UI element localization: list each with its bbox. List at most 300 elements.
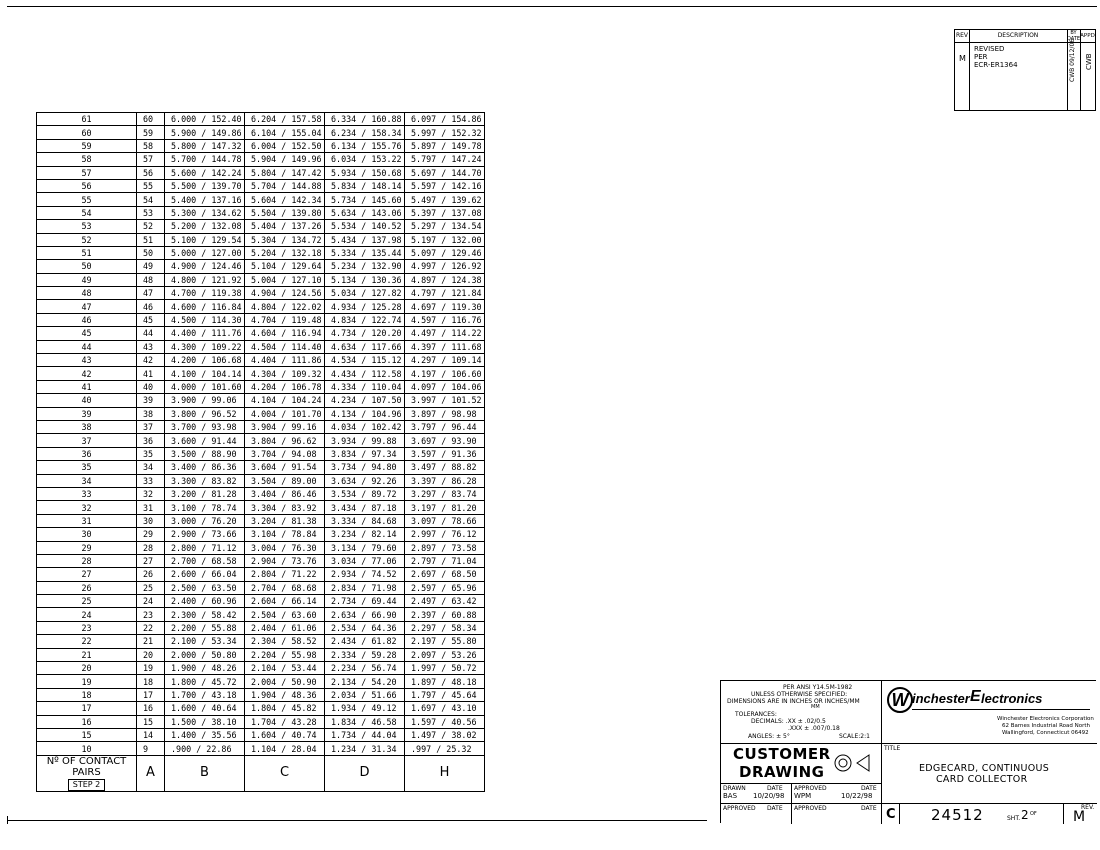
a-value-cell: 29 bbox=[137, 528, 165, 541]
a-value-cell: 50 bbox=[137, 246, 165, 259]
b-value-cell: 4.700 / 119.38 bbox=[165, 287, 245, 300]
c-value-cell: 5.804 / 147.42 bbox=[245, 166, 325, 179]
rev-by-date: CWB 09/12/06 bbox=[1069, 38, 1076, 82]
contact-pairs-cell: 34 bbox=[37, 474, 137, 487]
h-value-cell: 3.997 / 101.52 bbox=[405, 394, 485, 407]
contact-pairs-cell: 19 bbox=[37, 675, 137, 688]
d-value-cell: 2.734 / 69.44 bbox=[325, 595, 405, 608]
a-value-cell: 9 bbox=[137, 742, 165, 755]
b-value-cell: .900 / 22.86 bbox=[165, 742, 245, 755]
table-row bbox=[37, 554, 485, 567]
d-value-cell: 3.334 / 84.68 bbox=[325, 514, 405, 527]
a-value-cell: 23 bbox=[137, 608, 165, 621]
c-value-cell: 5.604 / 142.34 bbox=[245, 193, 325, 206]
h-value-cell: 5.097 / 129.46 bbox=[405, 246, 485, 259]
rev-approved-by: CWB bbox=[1085, 53, 1093, 70]
h-value-cell: 2.797 / 71.04 bbox=[405, 554, 485, 567]
c-value-cell: 4.804 / 122.02 bbox=[245, 300, 325, 313]
c-value-cell: 3.104 / 78.84 bbox=[245, 528, 325, 541]
contact-pairs-cell: 57 bbox=[37, 166, 137, 179]
b-value-cell: 3.400 / 86.36 bbox=[165, 461, 245, 474]
contact-pairs-cell: 48 bbox=[37, 287, 137, 300]
c-value-cell: 3.704 / 94.08 bbox=[245, 447, 325, 460]
h-value-cell: 2.197 / 55.80 bbox=[405, 635, 485, 648]
a-value-cell: 58 bbox=[137, 139, 165, 152]
d-value-cell: 5.134 / 130.36 bbox=[325, 273, 405, 286]
drawing-number: 24512 bbox=[931, 806, 984, 824]
a-value-cell: 38 bbox=[137, 407, 165, 420]
c-value-cell: 3.804 / 96.62 bbox=[245, 434, 325, 447]
contact-pairs-cell: 51 bbox=[37, 246, 137, 259]
a-value-cell: 55 bbox=[137, 179, 165, 192]
b-value-cell: 3.000 / 76.20 bbox=[165, 514, 245, 527]
b-value-cell: 4.500 / 114.30 bbox=[165, 313, 245, 326]
c-value-cell: 2.104 / 53.44 bbox=[245, 662, 325, 675]
table-row bbox=[37, 394, 485, 407]
b-value-cell: 5.000 / 127.00 bbox=[165, 246, 245, 259]
table-row bbox=[37, 447, 485, 460]
drawn-date-label: DATE bbox=[767, 785, 783, 792]
b-value-cell: 3.800 / 96.52 bbox=[165, 407, 245, 420]
c-value-cell: 3.204 / 81.38 bbox=[245, 514, 325, 527]
contact-pairs-cell: 40 bbox=[37, 394, 137, 407]
h-value-cell: 1.597 / 40.56 bbox=[405, 715, 485, 728]
contact-pairs-cell: 18 bbox=[37, 688, 137, 701]
approved-label: APPROVED bbox=[794, 785, 827, 792]
a-value-cell: 26 bbox=[137, 568, 165, 581]
company-address-2: Wallingford, Connecticut 06492 bbox=[1002, 730, 1089, 736]
rev-header: REV bbox=[955, 30, 969, 43]
c-value-cell: 3.604 / 91.54 bbox=[245, 461, 325, 474]
logo-w: W bbox=[887, 687, 913, 713]
table-row bbox=[37, 367, 485, 380]
contact-pairs-cell: 60 bbox=[37, 126, 137, 139]
b-value-cell: 1.500 / 38.10 bbox=[165, 715, 245, 728]
contact-pairs-cell: 31 bbox=[37, 514, 137, 527]
a-value-cell: 22 bbox=[137, 621, 165, 634]
a-value-cell: 37 bbox=[137, 420, 165, 433]
h-value-cell: 2.697 / 68.50 bbox=[405, 568, 485, 581]
table-row bbox=[37, 434, 485, 447]
d-value-cell: 5.434 / 137.98 bbox=[325, 233, 405, 246]
a-value-cell: 44 bbox=[137, 327, 165, 340]
h-value-cell: 2.097 / 53.26 bbox=[405, 648, 485, 661]
b-value-cell: 2.900 / 73.66 bbox=[165, 528, 245, 541]
a-value-cell: 42 bbox=[137, 354, 165, 367]
contact-pairs-cell: 16 bbox=[37, 715, 137, 728]
h-value-cell: 3.797 / 96.44 bbox=[405, 420, 485, 433]
contact-pairs-label: PAIRS bbox=[72, 766, 101, 778]
rev-description-line: ECR-ER1364 bbox=[974, 61, 1018, 69]
d-value-cell: 5.334 / 135.44 bbox=[325, 246, 405, 259]
b-value-cell: 3.600 / 91.44 bbox=[165, 434, 245, 447]
b-value-cell: 4.000 / 101.60 bbox=[165, 380, 245, 393]
notes-unless: UNLESS OTHERWISE SPECIFIED: bbox=[751, 691, 848, 698]
customer-drawing-line2: DRAWING bbox=[739, 763, 825, 781]
table-row bbox=[37, 675, 485, 688]
logo-underline bbox=[912, 709, 1090, 710]
logo-inchester: inchester bbox=[912, 691, 970, 706]
d-value-cell: 2.534 / 64.36 bbox=[325, 621, 405, 634]
d-value-cell: 4.834 / 122.74 bbox=[325, 313, 405, 326]
b-value-cell: 2.500 / 63.50 bbox=[165, 581, 245, 594]
a-value-cell: 20 bbox=[137, 648, 165, 661]
notes-dimensions: DIMENSIONS ARE IN INCHES OR INCHES/MM bbox=[727, 698, 860, 705]
contact-pairs-cell: 10 bbox=[37, 742, 137, 755]
h-value-cell: 4.697 / 119.30 bbox=[405, 300, 485, 313]
d-value-cell: 3.534 / 89.72 bbox=[325, 487, 405, 500]
d-value-cell: 6.034 / 153.22 bbox=[325, 153, 405, 166]
frame-border-top bbox=[7, 6, 1097, 7]
table-row bbox=[37, 621, 485, 634]
approved-label: APPROVED bbox=[723, 805, 756, 812]
company-name: Winchester Electronics Corporation bbox=[997, 716, 1094, 722]
table-row bbox=[37, 595, 485, 608]
table-row bbox=[37, 113, 485, 126]
h-value-cell: 1.997 / 50.72 bbox=[405, 662, 485, 675]
h-value-cell: 4.397 / 111.68 bbox=[405, 340, 485, 353]
contact-pairs-cell: 33 bbox=[37, 487, 137, 500]
table-row bbox=[37, 501, 485, 514]
a-value-cell: 56 bbox=[137, 166, 165, 179]
c-value-cell: 4.704 / 119.48 bbox=[245, 313, 325, 326]
h-value-cell: 3.697 / 93.90 bbox=[405, 434, 485, 447]
contact-pairs-label: Nº OF CONTACT bbox=[46, 755, 127, 767]
contact-pairs-cell: 23 bbox=[37, 621, 137, 634]
c-value-cell: 2.904 / 73.76 bbox=[245, 554, 325, 567]
contact-pairs-cell: 22 bbox=[37, 635, 137, 648]
notes-standard: PER ANSI Y14.5M-1982 bbox=[783, 684, 853, 691]
b-value-cell: 3.200 / 81.28 bbox=[165, 487, 245, 500]
rev-divider bbox=[1080, 30, 1081, 110]
contact-pairs-cell: 37 bbox=[37, 434, 137, 447]
contact-pairs-cell: 45 bbox=[37, 327, 137, 340]
h-value-cell: 1.897 / 48.18 bbox=[405, 675, 485, 688]
d-value-cell: 5.534 / 140.52 bbox=[325, 220, 405, 233]
title-block-rule bbox=[721, 783, 881, 784]
h-value-cell: 2.397 / 60.88 bbox=[405, 608, 485, 621]
revision-letter: M bbox=[1073, 809, 1086, 825]
title-block-rule bbox=[881, 681, 882, 824]
a-value-cell: 17 bbox=[137, 688, 165, 701]
table-row bbox=[37, 487, 485, 500]
d-value-cell: 3.234 / 82.14 bbox=[325, 528, 405, 541]
a-value-cell: 31 bbox=[137, 501, 165, 514]
h-value-cell: 3.297 / 83.74 bbox=[405, 487, 485, 500]
contact-pairs-cell: 47 bbox=[37, 300, 137, 313]
h-value-cell: 5.897 / 149.78 bbox=[405, 139, 485, 152]
d-value-cell: 6.234 / 158.34 bbox=[325, 126, 405, 139]
notes-units: MM bbox=[811, 704, 820, 710]
table-row bbox=[37, 287, 485, 300]
third-angle-projection-icon bbox=[833, 751, 877, 775]
approved-date: 10/22/98 bbox=[841, 792, 873, 800]
h-value-cell: 3.897 / 98.98 bbox=[405, 407, 485, 420]
c-value-cell: 5.104 / 129.64 bbox=[245, 260, 325, 273]
b-value-cell: 1.600 / 40.64 bbox=[165, 702, 245, 715]
table-row bbox=[37, 568, 485, 581]
a-value-cell: 47 bbox=[137, 287, 165, 300]
a-value-cell: 49 bbox=[137, 260, 165, 273]
contact-pairs-cell: 52 bbox=[37, 233, 137, 246]
d-value-cell: 5.734 / 145.60 bbox=[325, 193, 405, 206]
contact-pairs-cell: 28 bbox=[37, 554, 137, 567]
table-row bbox=[37, 514, 485, 527]
c-value-cell: 4.604 / 116.94 bbox=[245, 327, 325, 340]
table-row bbox=[37, 206, 485, 219]
contact-pairs-cell: 41 bbox=[37, 380, 137, 393]
b-value-cell: 1.900 / 48.26 bbox=[165, 662, 245, 675]
c-value-cell: 2.204 / 55.98 bbox=[245, 648, 325, 661]
step-box: STEP 2 bbox=[68, 779, 105, 791]
rev-divider bbox=[969, 30, 970, 110]
a-value-cell: 28 bbox=[137, 541, 165, 554]
d-value-cell: 3.934 / 99.88 bbox=[325, 434, 405, 447]
logo-e: E bbox=[970, 688, 981, 705]
customer-drawing-line1: CUSTOMER bbox=[733, 745, 831, 763]
b-value-cell: 3.900 / 99.06 bbox=[165, 394, 245, 407]
d-value-cell: 1.734 / 44.04 bbox=[325, 728, 405, 741]
contact-pairs-cell: 46 bbox=[37, 313, 137, 326]
table-row bbox=[37, 193, 485, 206]
contact-pairs-cell: 44 bbox=[37, 340, 137, 353]
h-value-cell: 5.997 / 152.32 bbox=[405, 126, 485, 139]
d-value-cell: 1.234 / 31.34 bbox=[325, 742, 405, 755]
a-value-cell: 54 bbox=[137, 193, 165, 206]
table-row bbox=[37, 273, 485, 286]
h-value-cell: 2.897 / 73.58 bbox=[405, 541, 485, 554]
c-value-cell: 5.204 / 132.18 bbox=[245, 246, 325, 259]
b-value-cell: 5.500 / 139.70 bbox=[165, 179, 245, 192]
column-d-header: D bbox=[325, 755, 405, 791]
b-value-cell: 3.700 / 93.98 bbox=[165, 420, 245, 433]
drawn-date: 10/20/98 bbox=[753, 792, 785, 800]
h-value-cell: 5.697 / 144.70 bbox=[405, 166, 485, 179]
table-row bbox=[37, 300, 485, 313]
d-value-cell: 2.834 / 71.98 bbox=[325, 581, 405, 594]
column-h-header: H bbox=[405, 755, 485, 791]
a-value-cell: 59 bbox=[137, 126, 165, 139]
b-value-cell: 1.700 / 43.18 bbox=[165, 688, 245, 701]
table-row bbox=[37, 166, 485, 179]
c-value-cell: 1.104 / 28.04 bbox=[245, 742, 325, 755]
contact-pairs-cell: 25 bbox=[37, 595, 137, 608]
h-value-cell: 2.297 / 58.34 bbox=[405, 621, 485, 634]
frame-border-bottom bbox=[7, 820, 707, 821]
d-value-cell: 6.334 / 160.88 bbox=[325, 113, 405, 126]
company-address-1: 62 Barnes Industrial Road North bbox=[1002, 723, 1091, 729]
table-row bbox=[37, 608, 485, 621]
contact-pairs-cell: 55 bbox=[37, 193, 137, 206]
table-row bbox=[37, 715, 485, 728]
b-value-cell: 6.000 / 152.40 bbox=[165, 113, 245, 126]
b-value-cell: 4.900 / 124.46 bbox=[165, 260, 245, 273]
d-value-cell: 4.934 / 125.28 bbox=[325, 300, 405, 313]
h-value-cell: 4.997 / 126.92 bbox=[405, 260, 485, 273]
b-value-cell: 5.800 / 147.32 bbox=[165, 139, 245, 152]
table-row bbox=[37, 380, 485, 393]
a-value-cell: 57 bbox=[137, 153, 165, 166]
h-value-cell: 3.597 / 91.36 bbox=[405, 447, 485, 460]
table-row bbox=[37, 327, 485, 340]
contact-pairs-cell: 24 bbox=[37, 608, 137, 621]
b-value-cell: 4.200 / 106.68 bbox=[165, 354, 245, 367]
b-value-cell: 5.900 / 149.86 bbox=[165, 126, 245, 139]
h-value-cell: 5.797 / 147.24 bbox=[405, 153, 485, 166]
table-row bbox=[37, 541, 485, 554]
contact-pairs-cell: 27 bbox=[37, 568, 137, 581]
b-value-cell: 2.100 / 53.34 bbox=[165, 635, 245, 648]
a-value-cell: 48 bbox=[137, 273, 165, 286]
b-value-cell: 5.700 / 144.78 bbox=[165, 153, 245, 166]
h-value-cell: 4.597 / 116.76 bbox=[405, 313, 485, 326]
logo-lectronics: lectronics bbox=[981, 691, 1043, 706]
table-row bbox=[37, 153, 485, 166]
drawing-size: C bbox=[886, 807, 896, 822]
contact-pairs-cell: 49 bbox=[37, 273, 137, 286]
b-value-cell: 4.400 / 111.76 bbox=[165, 327, 245, 340]
h-value-cell: 5.197 / 132.00 bbox=[405, 233, 485, 246]
b-value-cell: 3.500 / 88.90 bbox=[165, 447, 245, 460]
h-value-cell: 1.697 / 43.10 bbox=[405, 702, 485, 715]
rev-label: REV. bbox=[1081, 804, 1095, 811]
h-value-cell: 3.497 / 88.82 bbox=[405, 461, 485, 474]
d-value-cell: 2.934 / 74.52 bbox=[325, 568, 405, 581]
c-value-cell: 5.304 / 134.72 bbox=[245, 233, 325, 246]
title-block-rule bbox=[791, 783, 792, 824]
b-value-cell: 3.300 / 83.82 bbox=[165, 474, 245, 487]
c-value-cell: 2.604 / 66.14 bbox=[245, 595, 325, 608]
title-block-rule bbox=[721, 743, 1097, 744]
d-value-cell: 1.934 / 49.12 bbox=[325, 702, 405, 715]
notes-scale: SCALE:2:1 bbox=[839, 733, 870, 740]
c-value-cell: 6.004 / 152.50 bbox=[245, 139, 325, 152]
notes-decimals-3: .XXX ± .007/0.18 bbox=[788, 725, 840, 732]
title-block bbox=[720, 680, 1096, 823]
contact-pairs-cell: 61 bbox=[37, 113, 137, 126]
by-date-header: BY DATE bbox=[1067, 30, 1081, 42]
a-value-cell: 35 bbox=[137, 447, 165, 460]
a-value-cell: 15 bbox=[137, 715, 165, 728]
notes-angles: ANGLES: ± 5° bbox=[748, 733, 790, 740]
b-value-cell: 4.600 / 116.84 bbox=[165, 300, 245, 313]
c-value-cell: 3.404 / 86.46 bbox=[245, 487, 325, 500]
c-value-cell: 5.004 / 127.10 bbox=[245, 273, 325, 286]
a-value-cell: 52 bbox=[137, 220, 165, 233]
a-value-cell: 25 bbox=[137, 581, 165, 594]
h-value-cell: 5.297 / 134.54 bbox=[405, 220, 485, 233]
appd-header: APPD bbox=[1080, 30, 1095, 43]
title-label: TITLE bbox=[884, 745, 901, 752]
approved-date-label: DATE bbox=[861, 785, 877, 792]
contact-pairs-cell: 59 bbox=[37, 139, 137, 152]
contact-pairs-cell: 30 bbox=[37, 528, 137, 541]
c-value-cell: 6.204 / 157.58 bbox=[245, 113, 325, 126]
approved-label: APPROVED bbox=[794, 805, 827, 812]
h-value-cell: 3.397 / 86.28 bbox=[405, 474, 485, 487]
a-value-cell: 32 bbox=[137, 487, 165, 500]
table-row bbox=[37, 461, 485, 474]
notes-tolerances: TOLERANCES: bbox=[735, 711, 777, 718]
h-value-cell: 1.797 / 45.64 bbox=[405, 688, 485, 701]
b-value-cell: 4.800 / 121.92 bbox=[165, 273, 245, 286]
table-row bbox=[37, 662, 485, 675]
table-row bbox=[37, 220, 485, 233]
contact-pairs-cell: 54 bbox=[37, 206, 137, 219]
h-value-cell: 2.597 / 65.96 bbox=[405, 581, 485, 594]
d-value-cell: 5.234 / 132.90 bbox=[325, 260, 405, 273]
description-header: DESCRIPTION bbox=[969, 30, 1067, 43]
b-value-cell: 5.600 / 142.24 bbox=[165, 166, 245, 179]
d-value-cell: 3.634 / 92.26 bbox=[325, 474, 405, 487]
c-value-cell: 4.904 / 124.56 bbox=[245, 287, 325, 300]
table-row bbox=[37, 528, 485, 541]
b-value-cell: 5.400 / 137.16 bbox=[165, 193, 245, 206]
c-value-cell: 3.904 / 99.16 bbox=[245, 420, 325, 433]
c-value-cell: 1.604 / 40.74 bbox=[245, 728, 325, 741]
sheet-of: OF bbox=[1030, 811, 1037, 817]
rev-description-line: REVISED bbox=[974, 45, 1005, 53]
contact-pairs-cell: 42 bbox=[37, 367, 137, 380]
h-value-cell: 5.397 / 137.08 bbox=[405, 206, 485, 219]
table-row bbox=[37, 313, 485, 326]
table-row bbox=[37, 139, 485, 152]
d-value-cell: 4.034 / 102.42 bbox=[325, 420, 405, 433]
contact-pairs-cell: 58 bbox=[37, 153, 137, 166]
rev-description-line: PER bbox=[974, 53, 988, 61]
c-value-cell: 3.004 / 76.30 bbox=[245, 541, 325, 554]
approved-date-label: DATE bbox=[767, 805, 783, 812]
frame-corner-tick bbox=[7, 816, 8, 824]
b-value-cell: 2.400 / 60.96 bbox=[165, 595, 245, 608]
a-value-cell: 14 bbox=[137, 728, 165, 741]
table-row bbox=[37, 742, 485, 755]
h-value-cell: 3.097 / 78.66 bbox=[405, 514, 485, 527]
b-value-cell: 5.100 / 129.54 bbox=[165, 233, 245, 246]
h-value-cell: 1.497 / 38.02 bbox=[405, 728, 485, 741]
contact-pairs-cell: 32 bbox=[37, 501, 137, 514]
c-value-cell: 2.304 / 58.52 bbox=[245, 635, 325, 648]
h-value-cell: 2.497 / 63.42 bbox=[405, 595, 485, 608]
a-value-cell: 46 bbox=[137, 300, 165, 313]
contact-pairs-cell: 17 bbox=[37, 702, 137, 715]
a-value-cell: 21 bbox=[137, 635, 165, 648]
table-row bbox=[37, 581, 485, 594]
a-value-cell: 36 bbox=[137, 434, 165, 447]
d-value-cell: 4.234 / 107.50 bbox=[325, 394, 405, 407]
table-row bbox=[37, 246, 485, 259]
d-value-cell: 2.334 / 59.28 bbox=[325, 648, 405, 661]
c-value-cell: 1.704 / 43.28 bbox=[245, 715, 325, 728]
revision-block bbox=[954, 29, 1096, 111]
column-a-header: A bbox=[137, 755, 165, 791]
d-value-cell: 4.334 / 110.04 bbox=[325, 380, 405, 393]
title-block-rule bbox=[721, 803, 1097, 804]
h-value-cell: 4.497 / 114.22 bbox=[405, 327, 485, 340]
title-line-1: EDGECARD, CONTINUOUS bbox=[919, 763, 1050, 774]
c-value-cell: 5.504 / 139.80 bbox=[245, 206, 325, 219]
d-value-cell: 1.834 / 46.58 bbox=[325, 715, 405, 728]
contact-pairs-cell: 21 bbox=[37, 648, 137, 661]
contact-pairs-cell: 56 bbox=[37, 179, 137, 192]
c-value-cell: 4.304 / 109.32 bbox=[245, 367, 325, 380]
a-value-cell: 24 bbox=[137, 595, 165, 608]
table-row bbox=[37, 474, 485, 487]
approved-date-label: DATE bbox=[861, 805, 877, 812]
c-value-cell: 5.404 / 137.26 bbox=[245, 220, 325, 233]
c-value-cell: 2.804 / 71.22 bbox=[245, 568, 325, 581]
d-value-cell: 2.234 / 56.74 bbox=[325, 662, 405, 675]
